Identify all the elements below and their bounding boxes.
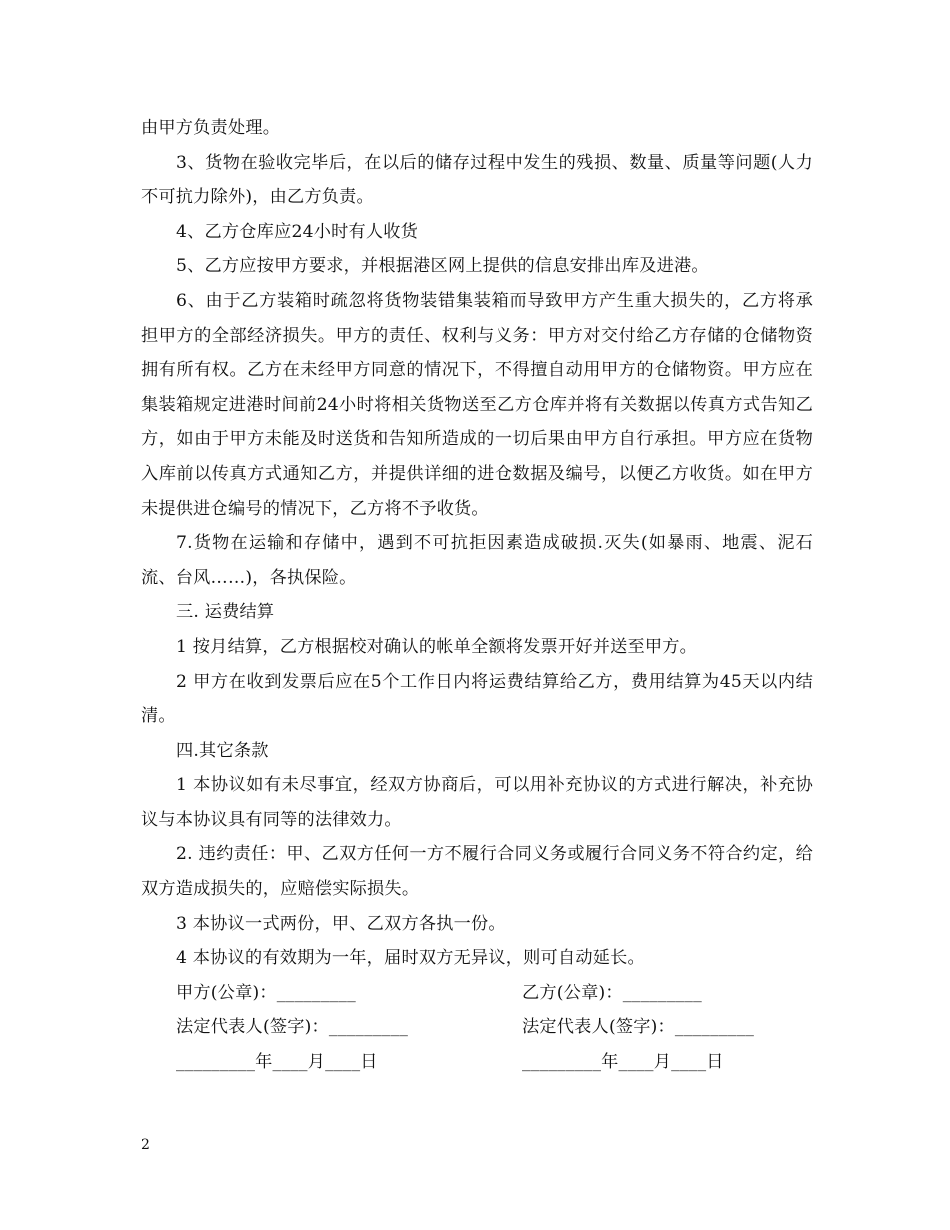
party-b-date-line: _________年____月____日	[522, 1052, 724, 1073]
signature-row-seal	[141, 976, 813, 1011]
clause-7-insurance: 7.货物在运输和存储中，遇到不可抗拒因素造成破损.灭失(如暴雨、地震、泥石流、台风……)，各执保险。	[141, 533, 813, 588]
page-number: 2	[141, 1137, 150, 1153]
party-b-representative-line: 法定代表人(签字)：_________	[522, 1017, 755, 1038]
clause-4-warehouse-hours: 4、乙方仓库应24小时有人收货	[176, 221, 419, 242]
party-a-representative-line: 法定代表人(签字)：_________	[176, 1017, 409, 1038]
section-heading-freight-settlement: 三. 运费结算	[176, 602, 275, 623]
section-heading-other-terms: 四.其它条款	[176, 740, 269, 761]
other-clause-1: 1 本协议如有未尽事宜，经双方协商后，可以用补充协议的方式进行解决，补充协议与本协议具有同等的法律效力。	[141, 775, 813, 830]
party-a-date-line: _________年____月____日	[176, 1052, 378, 1073]
other-clause-3-copies: 3 本协议一式两份，甲、乙双方各执一份。	[176, 913, 506, 934]
settlement-clause-1: 1 按月结算，乙方根据校对确认的帐单全额将发票开好并送至甲方。	[176, 636, 698, 657]
clause-5-dispatch: 5、乙方应按甲方要求，并根据港区网上提供的信息安排出库及进港。	[176, 256, 709, 277]
settlement-clause-2: 2 甲方在收到发票后应在5个工作日内将运费结算给乙方，费用结算为45天以内结清。	[141, 671, 813, 727]
party-a-seal-line: 甲方(公章)：_________	[176, 982, 356, 1003]
other-clause-4-validity: 4 本协议的有效期为一年，届时双方无异议，则可自动延长。	[176, 948, 645, 969]
document-body	[141, 111, 813, 1080]
clause-3-goods-storage: 3、货物在验收完毕后，在以后的储存过程中发生的残损、数量、质量等问题(人力 不可抗力除外)，由乙方负责。	[141, 152, 813, 208]
paragraph-continuation: 由甲方负责处理。	[141, 118, 281, 138]
signature-row-date	[141, 1045, 813, 1080]
clause-6-liability: 6、由于乙方装箱时疏忽将货物装错集装箱而导致甲方产生重大损失的，乙方将承担甲方的全部经济损失。甲方的责任、权利与义务：甲方对交付给乙方存储的仓储物资拥有所有权。乙方在未经甲方同意的情况下，不得擅自动用甲方的仓储物资。甲方应在集装箱规定进港时间前24小时将相关货物送至乙方仓库并将有关数据以传真方式告知乙方，如由于甲方未能及时送货和告知所造成的一切后果由甲方自行承担。甲方应在货物入库前以传真方式通知乙方，并提供详细的进仓数据及编号，以便乙方收货。如在甲方未提供进仓编号的情况下，乙方将不予收货。	[141, 290, 813, 519]
other-clause-2-breach: 2. 违约责任：甲、乙双方任何一方不履行合同义务或履行合同义务不符合约定，给双方造成损失的，应赔偿实际损失。	[141, 844, 813, 900]
signature-row-representative	[141, 1010, 813, 1045]
party-b-seal-line: 乙方(公章)：_________	[522, 982, 702, 1003]
